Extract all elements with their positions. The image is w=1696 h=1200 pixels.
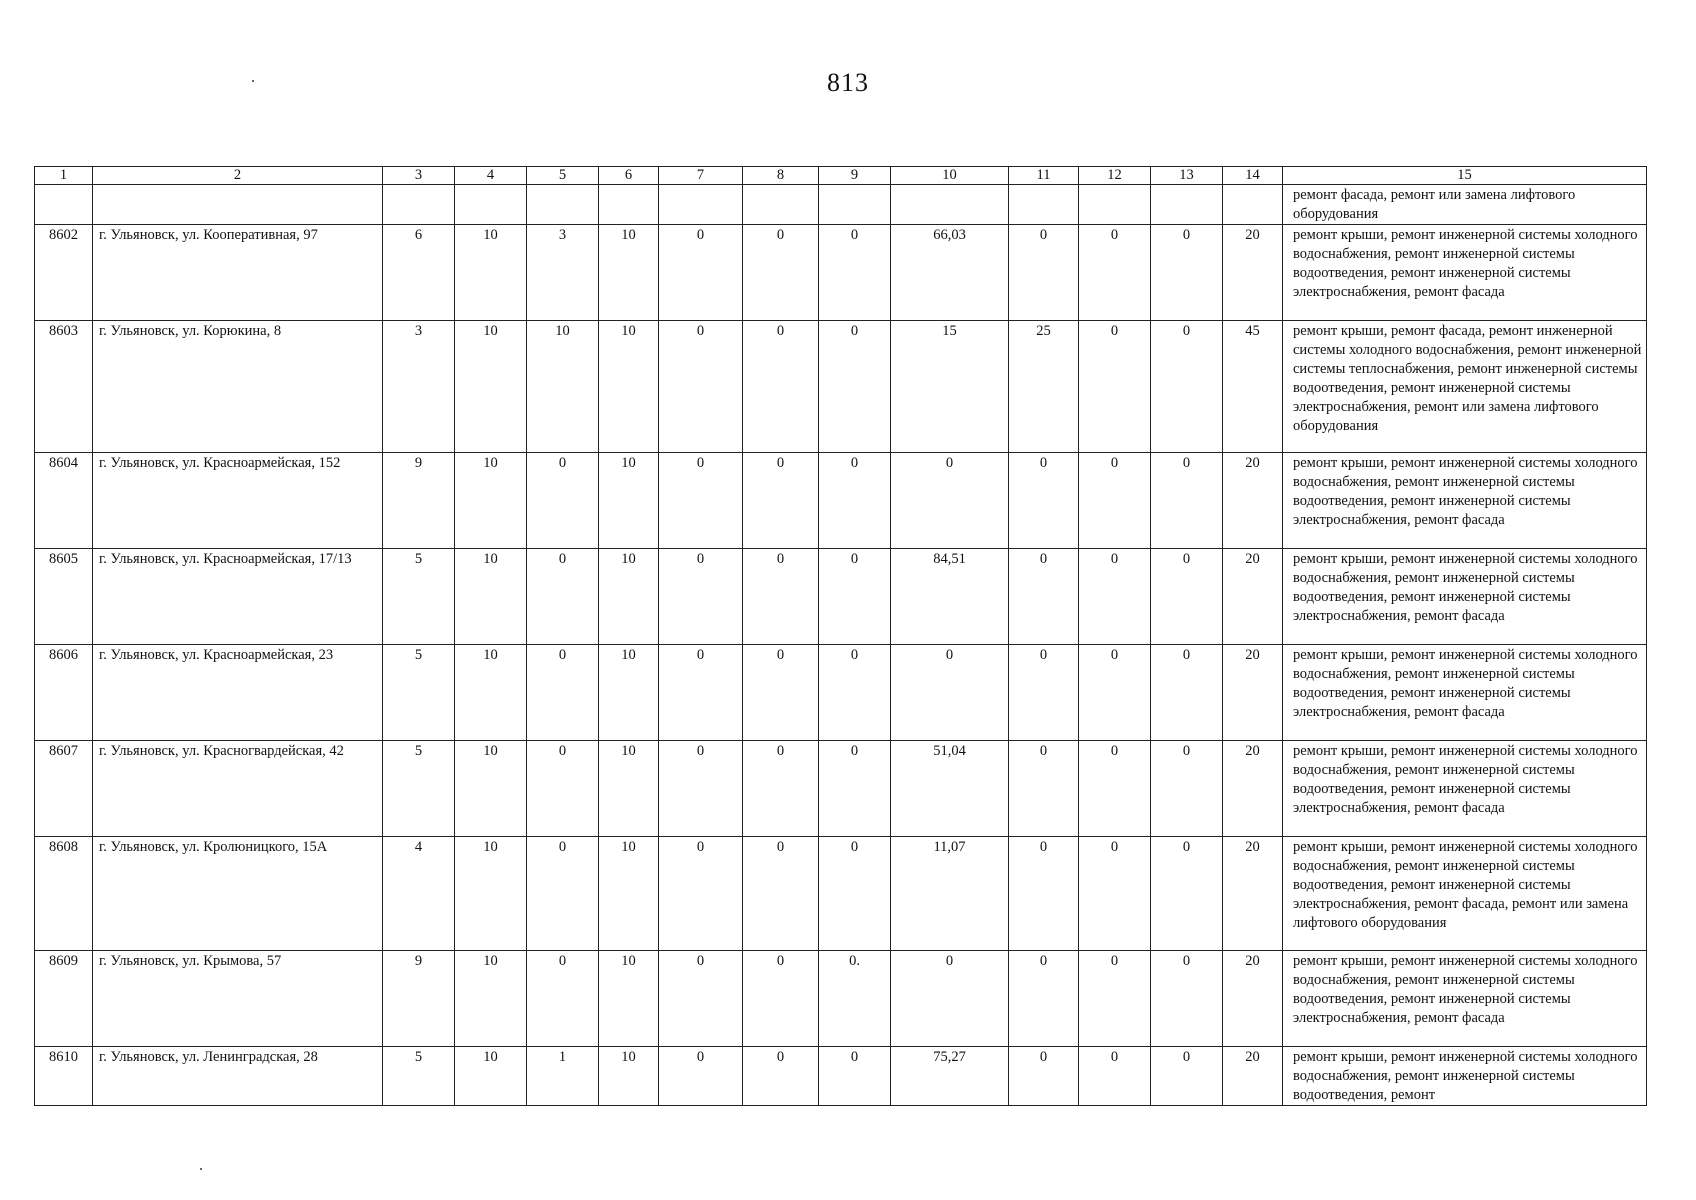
- value-cell-12: 0: [1079, 321, 1151, 453]
- value-cell-4: 10: [455, 951, 527, 1047]
- value-cell-3: 4: [383, 837, 455, 951]
- value-cell-9: 0.: [819, 951, 891, 1047]
- value-cell-13: 0: [1151, 645, 1223, 741]
- value-cell-14: 20: [1223, 837, 1283, 951]
- work-types-cell: ремонт крыши, ремонт фасада, ремонт инженерной системы холодного водоснабжения, ремонт инженерной системы теплоснабжения, ремонт инженерной системы водоотведения, ремонт инженерной системы электроснабжения, ремонт или замена лифтового оборудования: [1283, 321, 1647, 453]
- cell-empty: [35, 185, 93, 225]
- cell-empty: [1151, 185, 1223, 225]
- value-cell-11: 0: [1009, 951, 1079, 1047]
- value-cell-9: 0: [819, 225, 891, 321]
- value-cell-9: 0: [819, 837, 891, 951]
- value-cell-3: 5: [383, 645, 455, 741]
- value-cell-6: 10: [599, 837, 659, 951]
- value-cell-10: 51,04: [891, 741, 1009, 837]
- table-row: [35, 951, 1647, 1047]
- value-cell-14: 20: [1223, 549, 1283, 645]
- value-cell-3: 9: [383, 453, 455, 549]
- table-row: [35, 549, 1647, 645]
- continuation-row: [35, 185, 1647, 225]
- header-cell-9: 9: [819, 167, 891, 185]
- value-cell-4: 10: [455, 549, 527, 645]
- header-cell-7: 7: [659, 167, 743, 185]
- value-cell-8: 0: [743, 549, 819, 645]
- value-cell-12: 0: [1079, 837, 1151, 951]
- header-cell-1: 1: [35, 167, 93, 185]
- value-cell-14: 20: [1223, 225, 1283, 321]
- value-cell-13: 0: [1151, 225, 1223, 321]
- row-number-cell: 8608: [35, 837, 93, 951]
- table-body: [35, 167, 1647, 1106]
- value-cell-3: 3: [383, 321, 455, 453]
- value-cell-8: 0: [743, 1047, 819, 1106]
- work-types-cell: ремонт крыши, ремонт инженерной системы холодного водоснабжения, ремонт инженерной системы водоотведения, ремонт инженерной системы электроснабжения, ремонт фасада: [1283, 645, 1647, 741]
- value-cell-5: 0: [527, 453, 599, 549]
- value-cell-13: 0: [1151, 321, 1223, 453]
- value-cell-9: 0: [819, 321, 891, 453]
- value-cell-4: 10: [455, 741, 527, 837]
- value-cell-12: 0: [1079, 1047, 1151, 1106]
- row-number-cell: 8607: [35, 741, 93, 837]
- value-cell-8: 0: [743, 453, 819, 549]
- scan-speck: [200, 1168, 202, 1170]
- value-cell-9: 0: [819, 1047, 891, 1106]
- value-cell-3: 9: [383, 951, 455, 1047]
- value-cell-7: 0: [659, 741, 743, 837]
- value-cell-3: 5: [383, 549, 455, 645]
- value-cell-9: 0: [819, 453, 891, 549]
- table-row: [35, 837, 1647, 951]
- header-cell-11: 11: [1009, 167, 1079, 185]
- row-number-cell: 8609: [35, 951, 93, 1047]
- value-cell-13: 0: [1151, 741, 1223, 837]
- value-cell-10: 84,51: [891, 549, 1009, 645]
- value-cell-10: 0: [891, 645, 1009, 741]
- work-types-cell: ремонт крыши, ремонт инженерной системы холодного водоснабжения, ремонт инженерной системы водоотведения, ремонт инженерной системы электроснабжения, ремонт фасада: [1283, 225, 1647, 321]
- value-cell-9: 0: [819, 741, 891, 837]
- header-cell-8: 8: [743, 167, 819, 185]
- value-cell-6: 10: [599, 321, 659, 453]
- value-cell-13: 0: [1151, 453, 1223, 549]
- value-cell-5: 0: [527, 741, 599, 837]
- header-cell-12: 12: [1079, 167, 1151, 185]
- work-types-cell: ремонт крыши, ремонт инженерной системы холодного водоснабжения, ремонт инженерной системы водоотведения, ремонт инженерной системы электроснабжения, ремонт фасада, ремонт или замена лифтового оборудования: [1283, 837, 1647, 951]
- value-cell-12: 0: [1079, 741, 1151, 837]
- header-cell-4: 4: [455, 167, 527, 185]
- work-types-cell: ремонт крыши, ремонт инженерной системы холодного водоснабжения, ремонт инженерной системы водоотведения, ремонт инженерной системы электроснабжения, ремонт фасада: [1283, 453, 1647, 549]
- value-cell-14: 20: [1223, 1047, 1283, 1106]
- value-cell-7: 0: [659, 1047, 743, 1106]
- value-cell-13: 0: [1151, 549, 1223, 645]
- cell-empty: [743, 185, 819, 225]
- cell-empty: [383, 185, 455, 225]
- value-cell-11: 0: [1009, 1047, 1079, 1106]
- value-cell-13: 0: [1151, 837, 1223, 951]
- value-cell-7: 0: [659, 837, 743, 951]
- value-cell-14: 20: [1223, 951, 1283, 1047]
- value-cell-10: 66,03: [891, 225, 1009, 321]
- value-cell-5: 0: [527, 837, 599, 951]
- value-cell-6: 10: [599, 549, 659, 645]
- work-types-cell: ремонт крыши, ремонт инженерной системы холодного водоснабжения, ремонт инженерной системы водоотведения, ремонт: [1283, 1047, 1647, 1106]
- row-number-cell: 8610: [35, 1047, 93, 1106]
- value-cell-12: 0: [1079, 549, 1151, 645]
- value-cell-4: 10: [455, 321, 527, 453]
- value-cell-12: 0: [1079, 951, 1151, 1047]
- address-cell: г. Ульяновск, ул. Кооперативная, 97: [93, 225, 383, 321]
- value-cell-14: 20: [1223, 453, 1283, 549]
- work-types-cell: ремонт крыши, ремонт инженерной системы холодного водоснабжения, ремонт инженерной системы водоотведения, ремонт инженерной системы электроснабжения, ремонт фасада: [1283, 951, 1647, 1047]
- value-cell-8: 0: [743, 645, 819, 741]
- cell-empty: [455, 185, 527, 225]
- value-cell-3: 6: [383, 225, 455, 321]
- address-cell: г. Ульяновск, ул. Кролюницкого, 15А: [93, 837, 383, 951]
- value-cell-12: 0: [1079, 225, 1151, 321]
- cell-empty: [1079, 185, 1151, 225]
- row-number-cell: 8606: [35, 645, 93, 741]
- header-cell-10: 10: [891, 167, 1009, 185]
- value-cell-4: 10: [455, 1047, 527, 1106]
- continuation-work-cell: ремонт фасада, ремонт или замена лифтового оборудования: [1283, 185, 1647, 225]
- value-cell-6: 10: [599, 951, 659, 1047]
- row-number-cell: 8604: [35, 453, 93, 549]
- value-cell-5: 0: [527, 951, 599, 1047]
- value-cell-6: 10: [599, 645, 659, 741]
- value-cell-11: 0: [1009, 549, 1079, 645]
- value-cell-14: 20: [1223, 645, 1283, 741]
- value-cell-6: 10: [599, 453, 659, 549]
- value-cell-13: 0: [1151, 1047, 1223, 1106]
- value-cell-3: 5: [383, 1047, 455, 1106]
- value-cell-14: 20: [1223, 741, 1283, 837]
- table-row: [35, 225, 1647, 321]
- header-cell-3: 3: [383, 167, 455, 185]
- value-cell-8: 0: [743, 837, 819, 951]
- value-cell-6: 10: [599, 225, 659, 321]
- table-row: [35, 1047, 1647, 1106]
- value-cell-11: 0: [1009, 453, 1079, 549]
- value-cell-5: 3: [527, 225, 599, 321]
- value-cell-11: 0: [1009, 645, 1079, 741]
- value-cell-10: 0: [891, 453, 1009, 549]
- cell-empty: [527, 185, 599, 225]
- table-row: [35, 321, 1647, 453]
- value-cell-7: 0: [659, 549, 743, 645]
- value-cell-4: 10: [455, 453, 527, 549]
- cell-empty: [659, 185, 743, 225]
- header-cell-13: 13: [1151, 167, 1223, 185]
- value-cell-14: 45: [1223, 321, 1283, 453]
- value-cell-12: 0: [1079, 453, 1151, 549]
- cell-empty: [1223, 185, 1283, 225]
- value-cell-8: 0: [743, 321, 819, 453]
- table-row: [35, 645, 1647, 741]
- value-cell-10: 75,27: [891, 1047, 1009, 1106]
- value-cell-7: 0: [659, 645, 743, 741]
- work-types-cell: ремонт крыши, ремонт инженерной системы холодного водоснабжения, ремонт инженерной системы водоотведения, ремонт инженерной системы электроснабжения, ремонт фасада: [1283, 549, 1647, 645]
- value-cell-7: 0: [659, 225, 743, 321]
- scan-speck: [252, 80, 254, 82]
- cell-empty: [891, 185, 1009, 225]
- value-cell-5: 0: [527, 549, 599, 645]
- page-number: 813: [827, 68, 869, 97]
- value-cell-9: 0: [819, 549, 891, 645]
- value-cell-4: 10: [455, 225, 527, 321]
- value-cell-7: 0: [659, 321, 743, 453]
- header-row: [35, 167, 1647, 185]
- value-cell-11: 0: [1009, 225, 1079, 321]
- value-cell-12: 0: [1079, 645, 1151, 741]
- row-number-cell: 8603: [35, 321, 93, 453]
- value-cell-5: 1: [527, 1047, 599, 1106]
- address-cell: г. Ульяновск, ул. Красноармейская, 17/13: [93, 549, 383, 645]
- cell-empty: [93, 185, 383, 225]
- table-row: [35, 741, 1647, 837]
- repair-program-table: [34, 166, 1647, 1106]
- value-cell-10: 15: [891, 321, 1009, 453]
- repair-program-table-wrap: [34, 166, 1642, 1106]
- value-cell-5: 10: [527, 321, 599, 453]
- address-cell: г. Ульяновск, ул. Ленинградская, 28: [93, 1047, 383, 1106]
- cell-empty: [819, 185, 891, 225]
- header-cell-2: 2: [93, 167, 383, 185]
- value-cell-7: 0: [659, 453, 743, 549]
- value-cell-10: 0: [891, 951, 1009, 1047]
- value-cell-8: 0: [743, 741, 819, 837]
- value-cell-8: 0: [743, 225, 819, 321]
- work-types-cell: ремонт крыши, ремонт инженерной системы холодного водоснабжения, ремонт инженерной системы водоотведения, ремонт инженерной системы электроснабжения, ремонт фасада: [1283, 741, 1647, 837]
- table-row: [35, 453, 1647, 549]
- value-cell-11: 25: [1009, 321, 1079, 453]
- value-cell-6: 10: [599, 1047, 659, 1106]
- address-cell: г. Ульяновск, ул. Корюкина, 8: [93, 321, 383, 453]
- row-number-cell: 8602: [35, 225, 93, 321]
- address-cell: г. Ульяновск, ул. Красноармейская, 152: [93, 453, 383, 549]
- value-cell-3: 5: [383, 741, 455, 837]
- header-cell-6: 6: [599, 167, 659, 185]
- header-cell-5: 5: [527, 167, 599, 185]
- cell-empty: [1009, 185, 1079, 225]
- address-cell: г. Ульяновск, ул. Красноармейская, 23: [93, 645, 383, 741]
- value-cell-7: 0: [659, 951, 743, 1047]
- value-cell-10: 11,07: [891, 837, 1009, 951]
- value-cell-9: 0: [819, 645, 891, 741]
- row-number-cell: 8605: [35, 549, 93, 645]
- value-cell-11: 0: [1009, 837, 1079, 951]
- value-cell-5: 0: [527, 645, 599, 741]
- header-cell-14: 14: [1223, 167, 1283, 185]
- address-cell: г. Ульяновск, ул. Красногвардейская, 42: [93, 741, 383, 837]
- value-cell-11: 0: [1009, 741, 1079, 837]
- value-cell-13: 0: [1151, 951, 1223, 1047]
- header-cell-15: 15: [1283, 167, 1647, 185]
- value-cell-4: 10: [455, 837, 527, 951]
- cell-empty: [599, 185, 659, 225]
- value-cell-4: 10: [455, 645, 527, 741]
- address-cell: г. Ульяновск, ул. Крымова, 57: [93, 951, 383, 1047]
- value-cell-8: 0: [743, 951, 819, 1047]
- value-cell-6: 10: [599, 741, 659, 837]
